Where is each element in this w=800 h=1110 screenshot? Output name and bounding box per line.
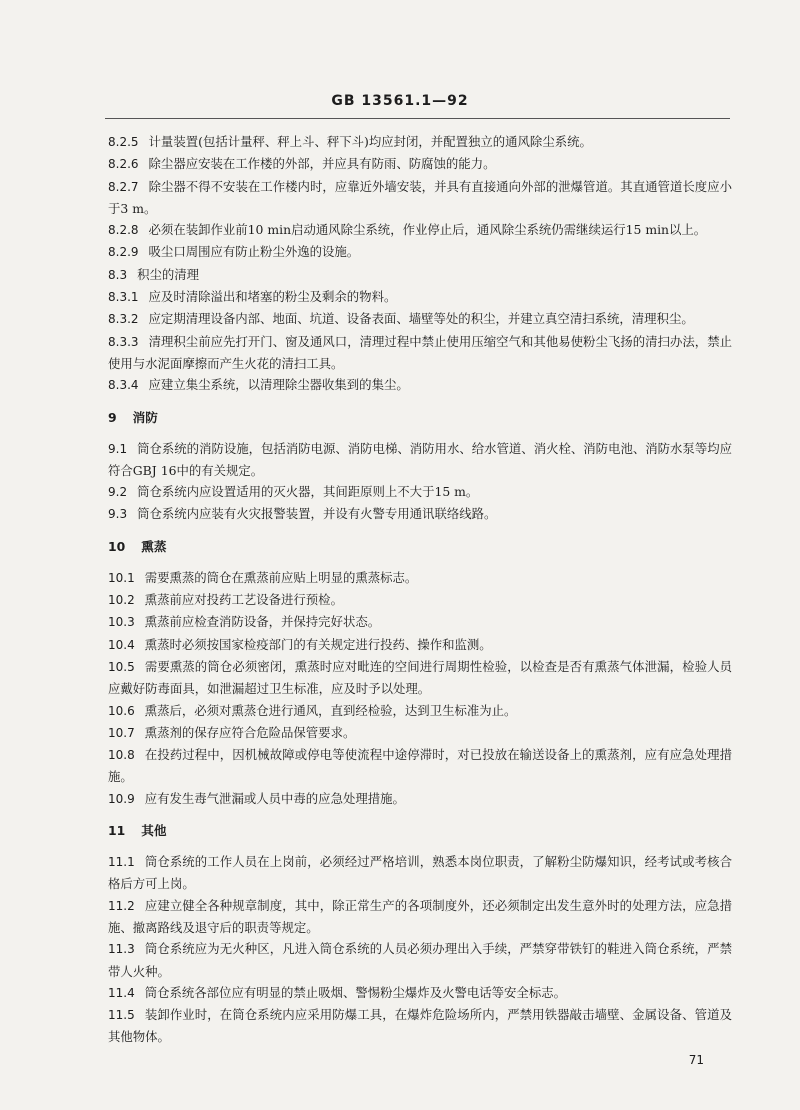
clause-8-3-4: 8.3.4 应建立集尘系统，以清理除尘器收集到的集尘。 [108, 377, 409, 393]
header-rule [105, 118, 730, 119]
page-header: GB 13561.1—92 [331, 93, 469, 109]
clause-11-2: 11.2 应建立健全各种规章制度，其中，除正常生产的各项制度外，还必须制定出发生意外时的处理方法，应急措施、撤离路线及退守后的职责等规定。 [108, 897, 732, 935]
section-heading-10: 10 熏蒸 [108, 538, 167, 554]
clause-11-3: 11.3 筒仓系统应为无火种区，凡进入筒仓系统的人员必须办理出入手续，严禁穿带铁钉的鞋进入筒仓系统，严禁带人火种。 [108, 941, 732, 979]
section-heading-11: 11 其他 [108, 823, 167, 839]
clause-9-2: 9.2 筒仓系统内应设置适用的灭火器，其间距原则上不大于15 m。 [108, 484, 479, 500]
clause-10-9: 10.9 应有发生毒气泄漏或人员中毒的应急处理措施。 [108, 790, 405, 806]
clause-8-2-7: 8.2.7 除尘器不得不安装在工作楼内时，应靠近外墙安装，并具有直接通向外部的泄爆管道。其直通管道长度应小于3 m。 [108, 178, 732, 216]
clause-9-3: 9.3 筒仓系统内应装有火灾报警装置，并设有火警专用通讯联络线路。 [108, 506, 497, 522]
clause-8-2-6: 8.2.6 除尘器应安装在工作楼的外部，并应具有防雨、防腐蚀的能力。 [108, 156, 496, 172]
clause-10-8: 10.8 在投药过程中，因机械故障或停电等使流程中途停滞时，对已投放在输送设备上的熏蒸剂，应有应急处理措施。 [108, 747, 732, 785]
clause-10-2: 10.2 熏蒸前应对投药工艺设备进行预检。 [108, 592, 343, 608]
page-number: 71 [688, 1053, 704, 1067]
clause-10-6: 10.6 熏蒸后，必须对熏蒸仓进行通风，直到经检验，达到卫生标准为止。 [108, 702, 517, 718]
clause-8-3-3: 8.3.3 清理积尘前应先打开门、窗及通风口，清理过程中禁止使用压缩空气和其他易使粉尘飞扬的清扫办法，禁止使用与水泥面摩擦而产生火花的清扫工具。 [108, 333, 732, 371]
clause-10-3: 10.3 熏蒸前应检查消防设备，并保持完好状态。 [108, 614, 381, 630]
clause-8-3: 8.3 积尘的清理 [108, 266, 200, 282]
clause-8-3-1: 8.3.1 应及时清除溢出和堵塞的粉尘及剩余的物料。 [108, 289, 397, 305]
clause-10-1: 10.1 需要熏蒸的筒仓在熏蒸前应贴上明显的熏蒸标志。 [108, 569, 418, 585]
clause-10-5: 10.5 需要熏蒸的筒仓必须密闭，熏蒸时应对毗连的空间进行周期性检验，以检查是否有熏蒸气体泄漏，检验人员应戴好防毒面具，如泄漏超过卫生标准，应及时予以处理。 [108, 658, 732, 697]
clause-11-5: 11.5 装卸作业时，在筒仓系统内应采用防爆工具，在爆炸危险场所内，严禁用铁器敲击墙壁、金属设备、管道及其他物体。 [108, 1007, 732, 1045]
clause-8-3-2: 8.3.2 应定期清理设备内部、地面、坑道、设备表面、墙壁等处的积尘，并建立真空清扫系统，清理积尘。 [108, 311, 694, 327]
clause-9-1: 9.1 筒仓系统的消防设施，包括消防电源、消防电梯、消防用水、给水管道、消火栓、消防电池、消防水泵等均应符合GBJ 16中的有关规定。 [108, 440, 732, 478]
clause-8-2-5: 8.2.5 计量装置(包括计量秤、秤上斗、秤下斗)均应封闭，并配置独立的通风除尘系统。 [108, 134, 592, 149]
page-content [108, 131, 732, 1048]
clause-11-1: 11.1 筒仓系统的工作人员在上岗前，必须经过严格培训，熟悉本岗位职责，了解粉尘防爆知识，经考试或考核合格后方可上岗。 [108, 854, 732, 892]
section-heading-9: 9 消防 [108, 409, 158, 425]
clause-8-2-9: 8.2.9 吸尘口周围应有防止粉尘外逸的设施。 [108, 244, 360, 260]
clause-10-4: 10.4 熏蒸时必须按国家检疫部门的有关规定进行投药、操作和监测。 [108, 636, 492, 652]
clause-10-7: 10.7 熏蒸剂的保存应符合危险品保管要求。 [108, 724, 356, 740]
clause-11-4: 11.4 筒仓系统各部位应有明显的禁止吸烟、警惕粉尘爆炸及火警电话等安全标志。 [108, 984, 566, 1000]
clause-8-2-8: 8.2.8 必须在装卸作业前10 min启动通风除尘系统，作业停止后，通风除尘系统仍需继续运行15 min以上。 [108, 222, 707, 238]
